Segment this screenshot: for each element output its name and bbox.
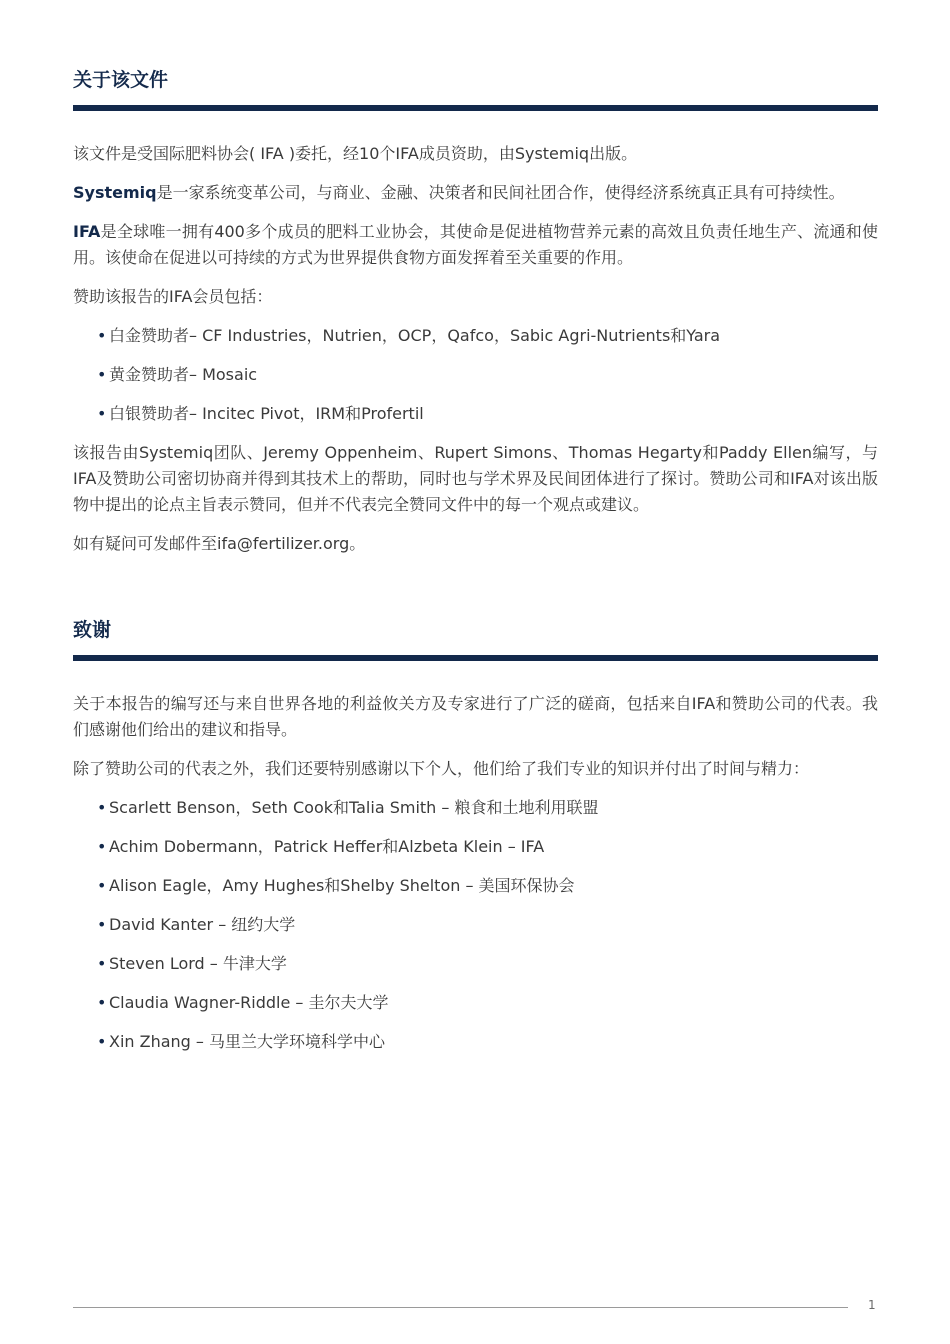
list-item: • Achim Dobermann，Patrick Heffer和Alzbeta Klein – IFA [73, 834, 878, 860]
thanks-paragraph-2: 除了赞助公司的代表之外，我们还要特别感谢以下个人，他们给了我们专业的知识并付出了时间与精力： [73, 759, 810, 778]
about-divider [73, 105, 878, 111]
thanks-divider [73, 655, 878, 661]
list-item: • 白银赞助者– Incitec Pivot，IRM和Profertil [73, 401, 878, 427]
sponsor-list [73, 323, 878, 427]
bullet-icon: • [97, 326, 107, 345]
footer-divider [73, 1307, 848, 1308]
about-paragraph-2-text: 是一家系统变革公司，与商业、金融、决策者和民间社团合作，使得经济系统真正具有可持续性。 [156, 183, 845, 202]
thanks-paragraph-1: 关于本报告的编写还与来自世界各地的利益攸关方及专家进行了广泛的磋商，包括来自IFA和赞助公司的代表。我们感谢他们给出的建议和指导。 [73, 694, 878, 739]
list-item: • Xin Zhang – 马里兰大学环境科学中心 [73, 1029, 878, 1055]
thanks-title: 致谢 [73, 619, 112, 641]
about-paragraph-4: 赞助该报告的IFA会员包括： [73, 287, 273, 306]
bullet-icon: • [97, 954, 107, 973]
bullet-icon: • [97, 365, 107, 384]
about-title: 关于该文件 [73, 69, 169, 91]
systemiq-brand: Systemiq [73, 183, 157, 202]
bullet-icon: • [97, 798, 107, 817]
bullet-icon: • [97, 876, 107, 895]
people-list [73, 795, 878, 1055]
about-paragraph-5: 该报告由Systemiq团队、Jeremy Oppenheim、Rupert Simons、Thomas Hegarty和Paddy Ellen编写，与IFA及赞助公司密切协商并得到其技术上的帮助，同时也与学术界及民间团体进行了探讨。赞助公司和IFA对该出版物中提出的论点主旨表示赞同，但并不代表完全赞同文件中的每一个观点或建议。 [73, 443, 878, 514]
about-paragraph-1: 该文件是受国际肥料协会( IFA )委托，经10个IFA成员资助，由Systemiq出版。 [73, 144, 638, 163]
bullet-icon: • [97, 837, 107, 856]
list-item: • Alison Eagle，Amy Hughes和Shelby Shelton – 美国环保协会 [73, 873, 878, 899]
about-paragraph-6: 如有疑问可发邮件至ifa@fertilizer.org。 [73, 534, 366, 553]
ifa-brand: IFA [73, 222, 101, 241]
about-paragraph-2 [73, 180, 878, 206]
about-section [73, 68, 878, 557]
list-item: • Steven Lord – 牛津大学 [73, 951, 878, 977]
bullet-icon: • [97, 993, 107, 1012]
bullet-icon: • [97, 1032, 107, 1051]
list-item: • 白金赞助者– CF Industries，Nutrien，OCP，Qafco，Sabic Agri-Nutrients和Yara [73, 323, 878, 349]
bullet-icon: • [97, 915, 107, 934]
list-item: • Claudia Wagner-Riddle – 圭尔夫大学 [73, 990, 878, 1016]
page-number: 1 [868, 1298, 876, 1312]
bullet-icon: • [97, 404, 107, 423]
list-item: • Scarlett Benson，Seth Cook和Talia Smith – 粮食和土地利用联盟 [73, 795, 878, 821]
about-paragraph-3-text: 是全球唯一拥有400多个成员的肥料工业协会，其使命是促进植物营养元素的高效且负责任地生产、流通和使用。该使命在促进以可持续的方式为世界提供食物方面发挥着至关重要的作用。 [73, 222, 878, 267]
thanks-section [73, 618, 878, 1068]
about-paragraph-3 [73, 219, 878, 271]
list-item: • 黄金赞助者– Mosaic [73, 362, 878, 388]
list-item: • David Kanter – 纽约大学 [73, 912, 878, 938]
